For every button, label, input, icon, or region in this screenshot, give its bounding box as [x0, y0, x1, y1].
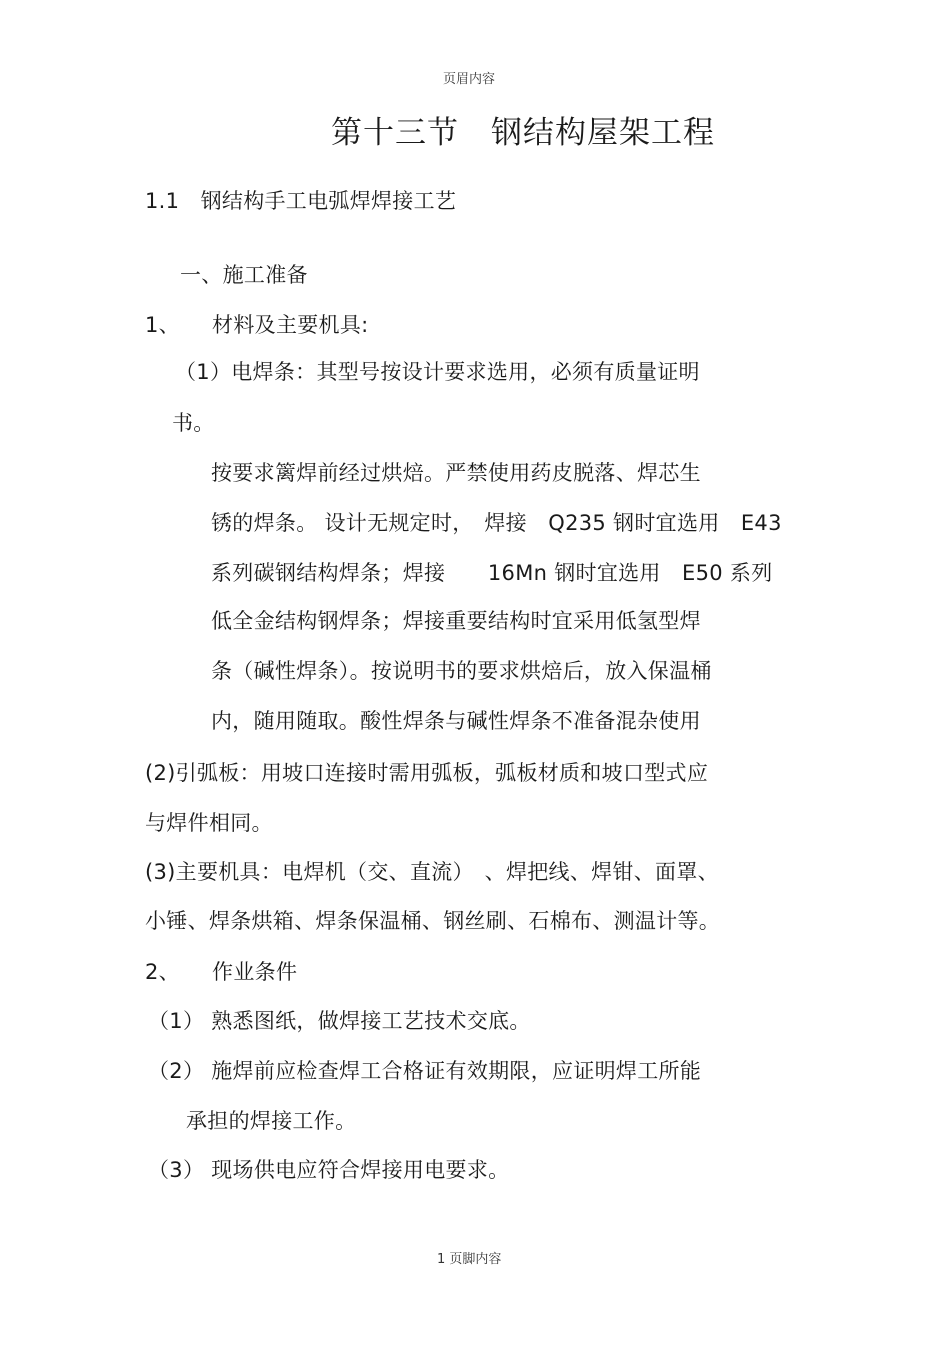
paragraph-line: 内，随用随取。酸性焊条与碱性焊条不准备混杂使用	[211, 709, 701, 733]
section-heading: 1.1 钢结构手工电弧焊焊接工艺	[145, 189, 457, 213]
condition-line: 承担的焊接工作。	[186, 1109, 357, 1133]
paragraph-line: 系列碳钢结构焊条；焊接 16Mn 钢时宜选用 E50 系列	[211, 561, 773, 585]
subsection-heading: 一、施工准备	[180, 263, 308, 287]
paragraph-line: 小锤、焊条烘箱、焊条保温桶、钢丝刷、石棉布、测温计等。	[145, 909, 721, 933]
paragraph-line: 条（碱性焊条）。按说明书的要求烘焙后，放入保温桶	[211, 659, 712, 683]
paragraph-line: 与焊件相同。	[145, 811, 273, 835]
page-footer: 1 页脚内容	[437, 1252, 502, 1267]
paragraph-line: 书。	[172, 411, 215, 435]
paragraph-line: 按要求篱焊前经过烘焙。严禁使用药皮脱落、焊芯生	[211, 461, 701, 485]
condition-line: （1） 熟悉图纸，做焊接工艺技术交底。	[148, 1009, 531, 1033]
page-header: 页眉内容	[443, 72, 496, 87]
paragraph-line: （1）电焊条：其型号按设计要求选用，必须有质量证明	[175, 360, 700, 384]
condition-line: （3） 现场供电应符合焊接用电要求。	[148, 1158, 510, 1182]
item2-heading: 2、 作业条件	[145, 960, 298, 984]
paragraph-line: (3)主要机具：电焊机（交、直流） 、焊把线、焊钳、面罩、	[145, 860, 719, 884]
page-title: 第十三节 钢结构屋架工程	[331, 115, 715, 151]
item1-heading: 1、 材料及主要机具:	[145, 313, 369, 337]
paragraph-line: (2)引弧板：用坡口连接时需用弧板，弧板材质和坡口型式应	[145, 761, 709, 785]
paragraph-line: 锈的焊条。 设计无规定时， 焊接 Q235 钢时宜选用 E43	[211, 511, 782, 535]
condition-line: （2） 施焊前应检查焊工合格证有效期限，应证明焊工所能	[148, 1059, 702, 1083]
paragraph-line: 低全金结构钢焊条；焊接重要结构时宜采用低氢型焊	[211, 609, 701, 633]
